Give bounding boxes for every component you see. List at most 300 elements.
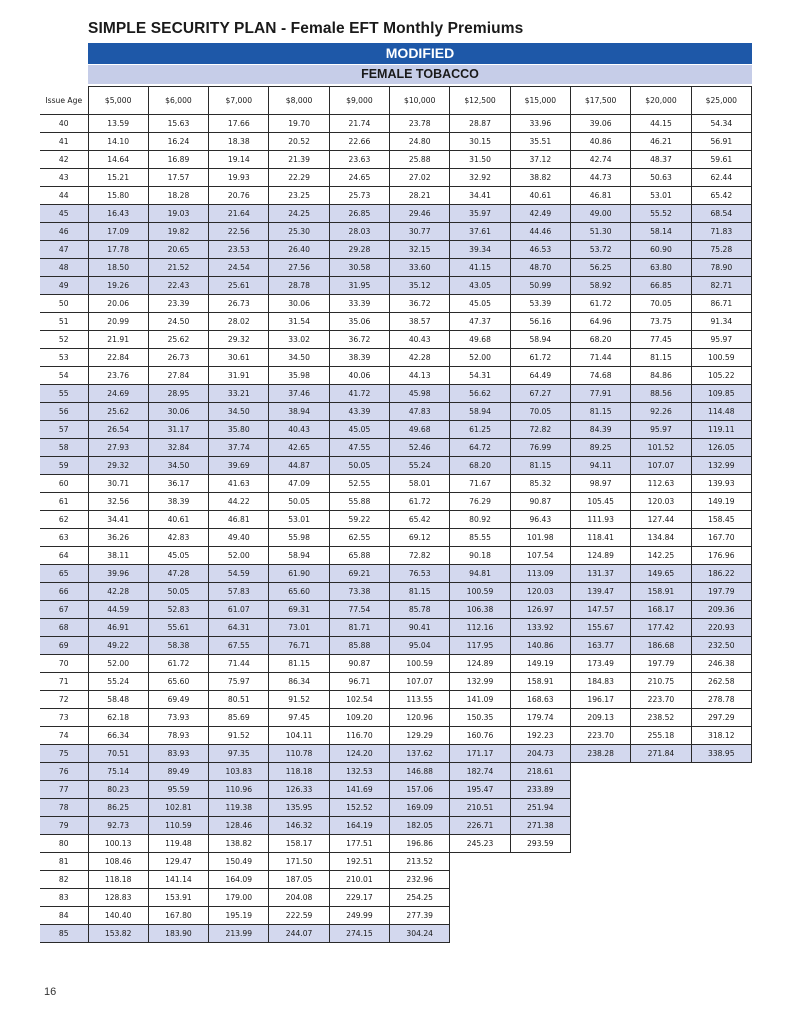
column-header: $10,000 bbox=[390, 87, 450, 115]
premium-cell: 158.17 bbox=[269, 835, 329, 853]
premium-cell: 46.53 bbox=[510, 241, 570, 259]
premium-cell: 86.71 bbox=[691, 295, 751, 313]
premium-cell: 124.89 bbox=[571, 547, 631, 565]
premium-cell: 14.10 bbox=[88, 133, 148, 151]
premium-cell: 27.56 bbox=[269, 259, 329, 277]
premium-cell: 78.90 bbox=[691, 259, 751, 277]
issue-age-cell: 60 bbox=[40, 475, 88, 493]
premium-cell: 46.91 bbox=[88, 619, 148, 637]
premium-cell: 32.15 bbox=[390, 241, 450, 259]
empty-cell bbox=[631, 835, 691, 853]
table-body bbox=[40, 115, 752, 943]
premium-cell: 21.39 bbox=[269, 151, 329, 169]
issue-age-cell: 62 bbox=[40, 511, 88, 529]
premium-cell: 86.34 bbox=[269, 673, 329, 691]
premium-cell: 42.65 bbox=[269, 439, 329, 457]
premium-cell: 100.13 bbox=[88, 835, 148, 853]
premium-cell: 167.80 bbox=[148, 907, 208, 925]
premium-cell: 195.47 bbox=[450, 781, 510, 799]
issue-age-cell: 57 bbox=[40, 421, 88, 439]
premium-cell: 164.19 bbox=[329, 817, 389, 835]
premium-cell: 149.65 bbox=[631, 565, 691, 583]
premium-cell: 81.15 bbox=[631, 349, 691, 367]
premium-cell: 31.17 bbox=[148, 421, 208, 439]
issue-age-cell: 79 bbox=[40, 817, 88, 835]
issue-age-header: Issue Age bbox=[45, 95, 83, 105]
premium-cell: 67.55 bbox=[209, 637, 269, 655]
premium-cell: 73.38 bbox=[329, 583, 389, 601]
issue-age-cell: 84 bbox=[40, 907, 88, 925]
premium-cell: 61.72 bbox=[148, 655, 208, 673]
title-subtitle: - Female EFT Monthly Premiums bbox=[276, 20, 524, 37]
premium-cell: 90.18 bbox=[450, 547, 510, 565]
premium-cell: 107.07 bbox=[390, 673, 450, 691]
premium-cell: 40.61 bbox=[510, 187, 570, 205]
premium-cell: 246.38 bbox=[691, 655, 751, 673]
premium-cell: 50.99 bbox=[510, 277, 570, 295]
premium-cell: 28.95 bbox=[148, 385, 208, 403]
premium-cell: 28.02 bbox=[209, 313, 269, 331]
premium-cell: 89.49 bbox=[148, 763, 208, 781]
premium-cell: 150.35 bbox=[450, 709, 510, 727]
issue-age-cell: 61 bbox=[40, 493, 88, 511]
table-row bbox=[40, 349, 752, 367]
empty-cell bbox=[691, 835, 751, 853]
premium-cell: 132.99 bbox=[450, 673, 510, 691]
issue-age-cell: 56 bbox=[40, 403, 88, 421]
premium-cell: 31.50 bbox=[450, 151, 510, 169]
premium-cell: 37.74 bbox=[209, 439, 269, 457]
premium-cell: 29.28 bbox=[329, 241, 389, 259]
premium-cell: 24.65 bbox=[329, 169, 389, 187]
premium-cell: 92.26 bbox=[631, 403, 691, 421]
premium-cell: 45.98 bbox=[390, 385, 450, 403]
premium-cell: 19.14 bbox=[209, 151, 269, 169]
empty-cell bbox=[450, 907, 510, 925]
premium-cell: 29.46 bbox=[390, 205, 450, 223]
premium-cell: 64.31 bbox=[209, 619, 269, 637]
premium-cell: 139.93 bbox=[691, 475, 751, 493]
table-row bbox=[40, 547, 752, 565]
premium-cell: 197.79 bbox=[691, 583, 751, 601]
column-header: $7,000 bbox=[209, 87, 269, 115]
premium-cell: 71.67 bbox=[450, 475, 510, 493]
premium-cell: 124.20 bbox=[329, 745, 389, 763]
premium-cell: 118.18 bbox=[88, 871, 148, 889]
premium-cell: 184.83 bbox=[571, 673, 631, 691]
premium-cell: 55.52 bbox=[631, 205, 691, 223]
premium-cell: 22.66 bbox=[329, 133, 389, 151]
premium-cell: 52.55 bbox=[329, 475, 389, 493]
premium-cell: 45.05 bbox=[148, 547, 208, 565]
issue-age-cell: 78 bbox=[40, 799, 88, 817]
issue-age-cell: 66 bbox=[40, 583, 88, 601]
premium-cell: 141.69 bbox=[329, 781, 389, 799]
premium-cell: 30.71 bbox=[88, 475, 148, 493]
premium-cell: 249.99 bbox=[329, 907, 389, 925]
column-header: $12,500 bbox=[450, 87, 510, 115]
premium-cell: 39.34 bbox=[450, 241, 510, 259]
premium-cell: 232.50 bbox=[691, 637, 751, 655]
table-row bbox=[40, 367, 752, 385]
issue-age-cell: 45 bbox=[40, 205, 88, 223]
premium-cell: 64.96 bbox=[571, 313, 631, 331]
premium-cell: 85.55 bbox=[450, 529, 510, 547]
premium-cell: 47.37 bbox=[450, 313, 510, 331]
premium-cell: 128.83 bbox=[88, 889, 148, 907]
premium-cell: 26.54 bbox=[88, 421, 148, 439]
premium-cell: 119.38 bbox=[209, 799, 269, 817]
premium-cell: 140.40 bbox=[88, 907, 148, 925]
premium-cell: 262.58 bbox=[691, 673, 751, 691]
premium-cell: 22.84 bbox=[88, 349, 148, 367]
premium-cell: 40.06 bbox=[329, 367, 389, 385]
premium-cell: 106.38 bbox=[450, 601, 510, 619]
premium-cell: 44.13 bbox=[390, 367, 450, 385]
plan-name: SIMPLE SECURITY PLAN bbox=[88, 20, 277, 37]
empty-cell bbox=[631, 799, 691, 817]
premium-cell: 58.01 bbox=[390, 475, 450, 493]
premium-cell: 223.70 bbox=[631, 691, 691, 709]
empty-cell bbox=[571, 781, 631, 799]
table-row bbox=[40, 223, 752, 241]
premium-cell: 35.06 bbox=[329, 313, 389, 331]
premium-cell: 19.93 bbox=[209, 169, 269, 187]
premium-cell: 39.69 bbox=[209, 457, 269, 475]
premium-cell: 77.91 bbox=[571, 385, 631, 403]
premium-cell: 44.59 bbox=[88, 601, 148, 619]
premium-cell: 58.38 bbox=[148, 637, 208, 655]
table-row bbox=[40, 889, 752, 907]
premium-cell: 15.63 bbox=[148, 115, 208, 133]
premium-cell: 141.14 bbox=[148, 871, 208, 889]
premium-cell: 34.41 bbox=[88, 511, 148, 529]
premium-cell: 47.83 bbox=[390, 403, 450, 421]
premium-cell: 57.83 bbox=[209, 583, 269, 601]
table-row bbox=[40, 637, 752, 655]
premium-cell: 192.23 bbox=[510, 727, 570, 745]
table-row bbox=[40, 403, 752, 421]
premium-cell: 24.54 bbox=[209, 259, 269, 277]
premium-cell: 33.21 bbox=[209, 385, 269, 403]
table-row bbox=[40, 763, 752, 781]
premium-cell: 35.80 bbox=[209, 421, 269, 439]
premium-cell: 56.25 bbox=[571, 259, 631, 277]
premium-cell: 48.70 bbox=[510, 259, 570, 277]
premium-cell: 95.97 bbox=[631, 421, 691, 439]
premium-cell: 75.28 bbox=[691, 241, 751, 259]
premium-cell: 104.11 bbox=[269, 727, 329, 745]
premium-cell: 89.25 bbox=[571, 439, 631, 457]
premium-cell: 132.53 bbox=[329, 763, 389, 781]
premium-cell: 58.94 bbox=[510, 331, 570, 349]
premium-cell: 114.48 bbox=[691, 403, 751, 421]
premium-cell: 38.82 bbox=[510, 169, 570, 187]
issue-age-cell: 76 bbox=[40, 763, 88, 781]
premium-cell: 192.51 bbox=[329, 853, 389, 871]
empty-cell bbox=[450, 889, 510, 907]
table-row bbox=[40, 601, 752, 619]
premium-cell: 157.06 bbox=[390, 781, 450, 799]
premium-cell: 26.73 bbox=[209, 295, 269, 313]
table-row bbox=[40, 709, 752, 727]
premium-cell: 30.77 bbox=[390, 223, 450, 241]
premium-cell: 110.59 bbox=[148, 817, 208, 835]
premium-cell: 30.15 bbox=[450, 133, 510, 151]
premium-cell: 29.32 bbox=[209, 331, 269, 349]
premium-cell: 210.75 bbox=[631, 673, 691, 691]
table-row bbox=[40, 295, 752, 313]
premium-cell: 19.03 bbox=[148, 205, 208, 223]
premium-cell: 31.91 bbox=[209, 367, 269, 385]
premium-cell: 38.57 bbox=[390, 313, 450, 331]
empty-cell bbox=[691, 907, 751, 925]
premium-cell: 126.05 bbox=[691, 439, 751, 457]
premium-cell: 64.72 bbox=[450, 439, 510, 457]
empty-cell bbox=[691, 817, 751, 835]
premium-cell: 109.85 bbox=[691, 385, 751, 403]
empty-cell bbox=[450, 925, 510, 943]
premium-cell: 186.22 bbox=[691, 565, 751, 583]
premium-cell: 238.28 bbox=[571, 745, 631, 763]
premium-cell: 26.85 bbox=[329, 205, 389, 223]
premium-cell: 210.51 bbox=[450, 799, 510, 817]
premium-cell: 26.73 bbox=[148, 349, 208, 367]
premium-cell: 44.87 bbox=[269, 457, 329, 475]
premium-cell: 58.14 bbox=[631, 223, 691, 241]
premium-cell: 65.60 bbox=[148, 673, 208, 691]
premium-cell: 53.01 bbox=[631, 187, 691, 205]
premium-cell: 196.86 bbox=[390, 835, 450, 853]
empty-cell bbox=[571, 907, 631, 925]
empty-cell bbox=[691, 889, 751, 907]
premium-cell: 42.83 bbox=[148, 529, 208, 547]
issue-age-cell: 44 bbox=[40, 187, 88, 205]
empty-cell bbox=[571, 763, 631, 781]
premium-cell: 36.72 bbox=[390, 295, 450, 313]
premium-cell: 187.05 bbox=[269, 871, 329, 889]
issue-age-cell: 41 bbox=[40, 133, 88, 151]
premium-cell: 61.07 bbox=[209, 601, 269, 619]
premium-cell: 110.78 bbox=[269, 745, 329, 763]
empty-cell bbox=[571, 835, 631, 853]
premium-cell: 23.25 bbox=[269, 187, 329, 205]
premium-cell: 85.69 bbox=[209, 709, 269, 727]
table-row bbox=[40, 871, 752, 889]
premium-cell: 69.12 bbox=[390, 529, 450, 547]
premium-cell: 83.93 bbox=[148, 745, 208, 763]
premium-cell: 77.45 bbox=[631, 331, 691, 349]
premium-cell: 153.91 bbox=[148, 889, 208, 907]
premium-cell: 34.50 bbox=[209, 403, 269, 421]
premium-cell: 90.41 bbox=[390, 619, 450, 637]
premium-cell: 34.41 bbox=[450, 187, 510, 205]
table-row bbox=[40, 421, 752, 439]
premium-cell: 18.50 bbox=[88, 259, 148, 277]
premium-cell: 52.00 bbox=[88, 655, 148, 673]
premium-cell: 21.52 bbox=[148, 259, 208, 277]
premium-cell: 61.90 bbox=[269, 565, 329, 583]
table-row bbox=[40, 853, 752, 871]
premium-cell: 62.44 bbox=[691, 169, 751, 187]
issue-age-cell: 40 bbox=[40, 115, 88, 133]
issue-age-cell: 81 bbox=[40, 853, 88, 871]
premium-cell: 81.15 bbox=[571, 403, 631, 421]
premium-cell: 30.06 bbox=[148, 403, 208, 421]
premium-cell: 146.88 bbox=[390, 763, 450, 781]
premium-cell: 73.93 bbox=[148, 709, 208, 727]
premium-cell: 13.59 bbox=[88, 115, 148, 133]
premium-cell: 31.95 bbox=[329, 277, 389, 295]
empty-cell bbox=[510, 925, 570, 943]
premium-cell: 52.83 bbox=[148, 601, 208, 619]
premium-cell: 16.89 bbox=[148, 151, 208, 169]
premium-cell: 62.55 bbox=[329, 529, 389, 547]
empty-cell bbox=[691, 925, 751, 943]
empty-cell bbox=[450, 853, 510, 871]
premium-cell: 112.63 bbox=[631, 475, 691, 493]
premium-cell: 19.26 bbox=[88, 277, 148, 295]
empty-cell bbox=[691, 853, 751, 871]
premium-cell: 100.59 bbox=[691, 349, 751, 367]
premium-cell: 69.21 bbox=[329, 565, 389, 583]
premium-cell: 131.37 bbox=[571, 565, 631, 583]
premium-cell: 147.57 bbox=[571, 601, 631, 619]
premium-cell: 39.06 bbox=[571, 115, 631, 133]
table-row bbox=[40, 115, 752, 133]
premium-cell: 113.09 bbox=[510, 565, 570, 583]
premium-cell: 15.80 bbox=[88, 187, 148, 205]
table-row bbox=[40, 331, 752, 349]
premium-cell: 44.15 bbox=[631, 115, 691, 133]
premium-cell: 65.88 bbox=[329, 547, 389, 565]
premium-cell: 223.70 bbox=[571, 727, 631, 745]
premium-cell: 137.62 bbox=[390, 745, 450, 763]
premium-cell: 72.82 bbox=[390, 547, 450, 565]
premium-cell: 183.90 bbox=[148, 925, 208, 943]
issue-age-cell: 48 bbox=[40, 259, 88, 277]
premium-cell: 65.60 bbox=[269, 583, 329, 601]
premium-cell: 58.94 bbox=[450, 403, 510, 421]
premium-cell: 27.93 bbox=[88, 439, 148, 457]
premium-cell: 85.78 bbox=[390, 601, 450, 619]
issue-age-cell: 65 bbox=[40, 565, 88, 583]
table-row bbox=[40, 511, 752, 529]
premium-cell: 117.95 bbox=[450, 637, 510, 655]
premium-cell: 140.86 bbox=[510, 637, 570, 655]
premium-cell: 20.76 bbox=[209, 187, 269, 205]
premium-cell: 70.05 bbox=[510, 403, 570, 421]
premium-cell: 71.44 bbox=[209, 655, 269, 673]
premium-cell: 213.52 bbox=[390, 853, 450, 871]
premium-cell: 37.61 bbox=[450, 223, 510, 241]
premium-cell: 150.49 bbox=[209, 853, 269, 871]
premium-cell: 20.06 bbox=[88, 295, 148, 313]
premium-cell: 24.25 bbox=[269, 205, 329, 223]
premium-cell: 179.74 bbox=[510, 709, 570, 727]
table-row bbox=[40, 205, 752, 223]
premium-cell: 28.21 bbox=[390, 187, 450, 205]
empty-cell bbox=[571, 853, 631, 871]
premium-cell: 195.19 bbox=[209, 907, 269, 925]
premium-cell: 54.34 bbox=[691, 115, 751, 133]
premium-cell: 55.98 bbox=[269, 529, 329, 547]
premium-cell: 138.82 bbox=[209, 835, 269, 853]
premium-cell: 229.17 bbox=[329, 889, 389, 907]
issue-age-cell: 85 bbox=[40, 925, 88, 943]
premium-cell: 21.64 bbox=[209, 205, 269, 223]
premium-cell: 48.37 bbox=[631, 151, 691, 169]
empty-cell bbox=[691, 871, 751, 889]
issue-age-cell: 72 bbox=[40, 691, 88, 709]
premium-cell: 54.31 bbox=[450, 367, 510, 385]
premium-cell: 85.88 bbox=[329, 637, 389, 655]
premium-cell: 56.91 bbox=[691, 133, 751, 151]
premium-cell: 210.01 bbox=[329, 871, 389, 889]
premium-cell: 139.47 bbox=[571, 583, 631, 601]
premium-cell: 76.99 bbox=[510, 439, 570, 457]
premium-cell: 38.94 bbox=[269, 403, 329, 421]
premium-cell: 244.07 bbox=[269, 925, 329, 943]
empty-cell bbox=[571, 925, 631, 943]
issue-age-cell: 82 bbox=[40, 871, 88, 889]
premium-cell: 71.83 bbox=[691, 223, 751, 241]
issue-age-cell: 54 bbox=[40, 367, 88, 385]
premium-cell: 41.63 bbox=[209, 475, 269, 493]
premium-cell: 126.33 bbox=[269, 781, 329, 799]
premium-cell: 17.57 bbox=[148, 169, 208, 187]
premium-table bbox=[40, 86, 752, 943]
premium-cell: 49.68 bbox=[390, 421, 450, 439]
premium-cell: 61.72 bbox=[571, 295, 631, 313]
premium-cell: 271.84 bbox=[631, 745, 691, 763]
issue-age-cell: 80 bbox=[40, 835, 88, 853]
table-row bbox=[40, 493, 752, 511]
empty-cell bbox=[571, 817, 631, 835]
premium-cell: 77.54 bbox=[329, 601, 389, 619]
premium-cell: 91.34 bbox=[691, 313, 751, 331]
header-row bbox=[40, 87, 752, 115]
premium-cell: 47.55 bbox=[329, 439, 389, 457]
premium-cell: 19.82 bbox=[148, 223, 208, 241]
issue-age-cell: 59 bbox=[40, 457, 88, 475]
premium-cell: 226.71 bbox=[450, 817, 510, 835]
premium-cell: 29.32 bbox=[88, 457, 148, 475]
premium-cell: 97.35 bbox=[209, 745, 269, 763]
premium-cell: 107.07 bbox=[631, 457, 691, 475]
premium-cell: 304.24 bbox=[390, 925, 450, 943]
premium-cell: 91.52 bbox=[269, 691, 329, 709]
premium-cell: 33.96 bbox=[510, 115, 570, 133]
premium-cell: 204.08 bbox=[269, 889, 329, 907]
premium-cell: 70.05 bbox=[631, 295, 691, 313]
premium-cell: 94.11 bbox=[571, 457, 631, 475]
premium-cell: 293.59 bbox=[510, 835, 570, 853]
premium-cell: 33.60 bbox=[390, 259, 450, 277]
female-tobacco-band: FEMALE TOBACCO bbox=[88, 65, 752, 84]
premium-cell: 17.78 bbox=[88, 241, 148, 259]
premium-cell: 171.17 bbox=[450, 745, 510, 763]
premium-cell: 22.56 bbox=[209, 223, 269, 241]
premium-cell: 73.01 bbox=[269, 619, 329, 637]
premium-cell: 55.24 bbox=[390, 457, 450, 475]
table-row bbox=[40, 907, 752, 925]
premium-cell: 67.27 bbox=[510, 385, 570, 403]
premium-cell: 171.50 bbox=[269, 853, 329, 871]
premium-cell: 84.39 bbox=[571, 421, 631, 439]
issue-age-cell: 43 bbox=[40, 169, 88, 187]
table-row bbox=[40, 241, 752, 259]
